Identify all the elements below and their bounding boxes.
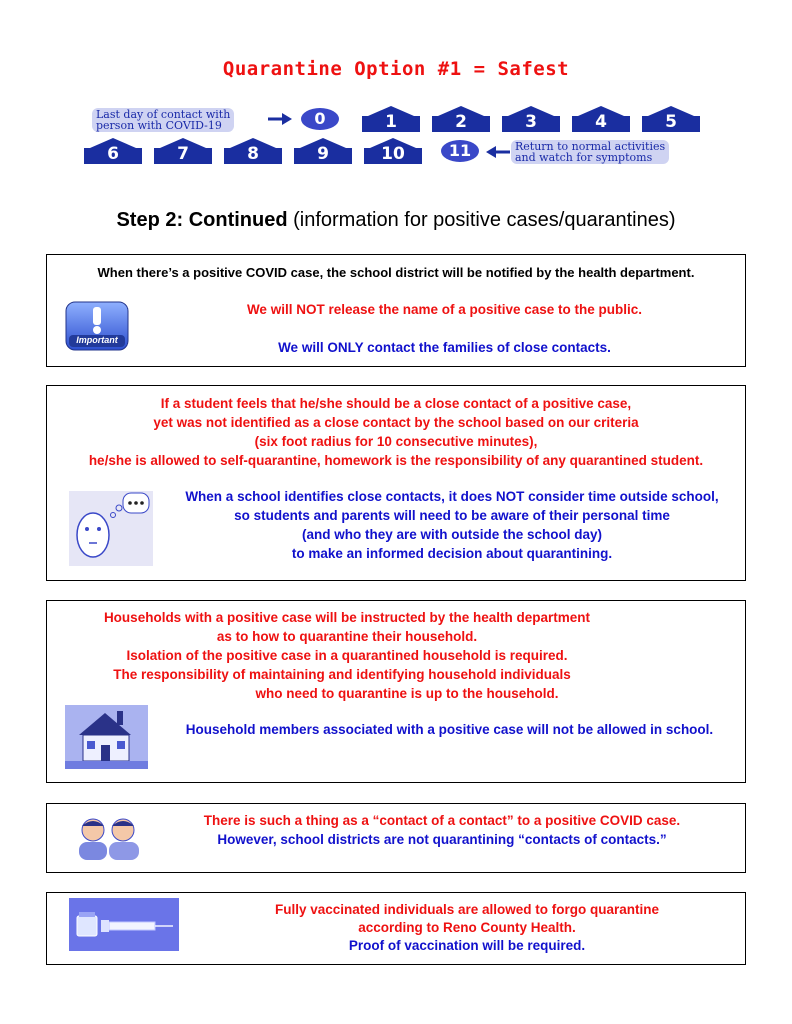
day-number: 4	[595, 112, 607, 132]
outside-school-line-1: When a school identifies close contacts, it does NOT consider time outside school,	[185, 489, 719, 504]
important-icon	[65, 301, 129, 351]
day-number: 7	[177, 144, 189, 164]
people-icon	[75, 816, 145, 860]
proof-text: Proof of vaccination will be required.	[348, 938, 586, 953]
day-number: 2	[455, 112, 467, 132]
vaccine-icon	[69, 898, 179, 951]
step-heading-rest: (information for positive cases/quarantines)	[287, 209, 676, 231]
notification-box	[46, 254, 746, 367]
arrow-left-icon	[486, 145, 510, 159]
household-line-1: Households with a positive case will be instructed by the health department	[103, 610, 591, 625]
day-number: 10	[381, 144, 405, 164]
page-title: Quarantine Option #1 = Safest	[222, 58, 570, 80]
vaccination-box	[46, 892, 746, 965]
privacy-text: We will NOT release the name of a positive case to the public.	[246, 302, 643, 317]
day-number: 3	[525, 112, 537, 132]
day-marker	[364, 138, 422, 164]
household-line-2: as to how to quarantine their household.	[216, 629, 478, 644]
self-quarantine-line-4: he/she is allowed to self-quarantine, homework is the responsibility of any quarantined student.	[88, 453, 704, 468]
household-box	[46, 600, 746, 783]
not-quarantining-text: However, school districts are not quarantining “contacts of contacts.”	[217, 832, 667, 847]
day-marker	[642, 106, 700, 132]
contact-families-text: We will ONLY contact the families of close contacts.	[278, 340, 611, 355]
start-note: Last day of contact with person with COVID-19	[92, 108, 234, 132]
household-line-3: Isolation of the positive case in a quarantined household is required.	[126, 648, 568, 663]
household-line-4: The responsibility of maintaining and identifying household individuals	[113, 667, 571, 682]
outside-school-line-4: to make an informed decision about quarantining.	[291, 546, 613, 561]
household-line-5: who need to quarantine is up to the household.	[255, 686, 559, 701]
quarantine-timeline	[0, 100, 792, 170]
day-marker	[154, 138, 212, 164]
contact-of-contact-box	[46, 803, 746, 873]
day-marker	[572, 106, 630, 132]
day-marker	[224, 138, 282, 164]
day-marker	[84, 138, 142, 164]
contact-of-contact-text: There is such a thing as a “contact of a contact” to a positive COVID case.	[203, 813, 681, 828]
self-quarantine-line-1: If a student feels that he/she should be a close contact of a positive case,	[160, 396, 632, 411]
household-school-text: Household members associated with a positive case will not be allowed in school.	[185, 722, 714, 737]
end-note: Return to normal activities and watch for symptoms	[511, 140, 669, 164]
vaccinated-line-2: according to Reno County Health.	[358, 920, 576, 935]
day-marker	[362, 106, 420, 132]
day-number: 8	[247, 144, 259, 164]
day-number: 9	[317, 144, 329, 164]
day-number: 6	[107, 144, 119, 164]
outside-school-line-3: (and who they are with outside the school day)	[301, 527, 603, 542]
day-11-marker: 11	[441, 140, 479, 162]
step-heading	[0, 209, 792, 232]
vaccinated-line-1: Fully vaccinated individuals are allowed to forgo quarantine	[274, 902, 660, 917]
self-quarantine-line-2: yet was not identified as a close contact by the school based on our criteria	[153, 415, 639, 430]
important-icon-label: Important	[76, 335, 118, 345]
day-number: 5	[665, 112, 677, 132]
day-marker	[502, 106, 560, 132]
house-icon	[65, 705, 148, 769]
self-quarantine-line-3: (six foot radius for 10 consecutive minutes),	[254, 434, 538, 449]
thinking-person-icon	[69, 491, 153, 566]
arrow-right-icon	[268, 112, 292, 126]
day-number: 1	[385, 112, 397, 132]
day-0-marker: 0	[301, 108, 339, 130]
outside-school-line-2: so students and parents will need to be aware of their personal time	[234, 508, 670, 523]
day-marker	[294, 138, 352, 164]
notification-text: When there’s a positive COVID case, the school district will be notified by the health department.	[97, 265, 695, 280]
day-marker	[432, 106, 490, 132]
self-quarantine-box	[46, 385, 746, 581]
step-heading-bold: Step 2: Continued	[116, 209, 288, 231]
